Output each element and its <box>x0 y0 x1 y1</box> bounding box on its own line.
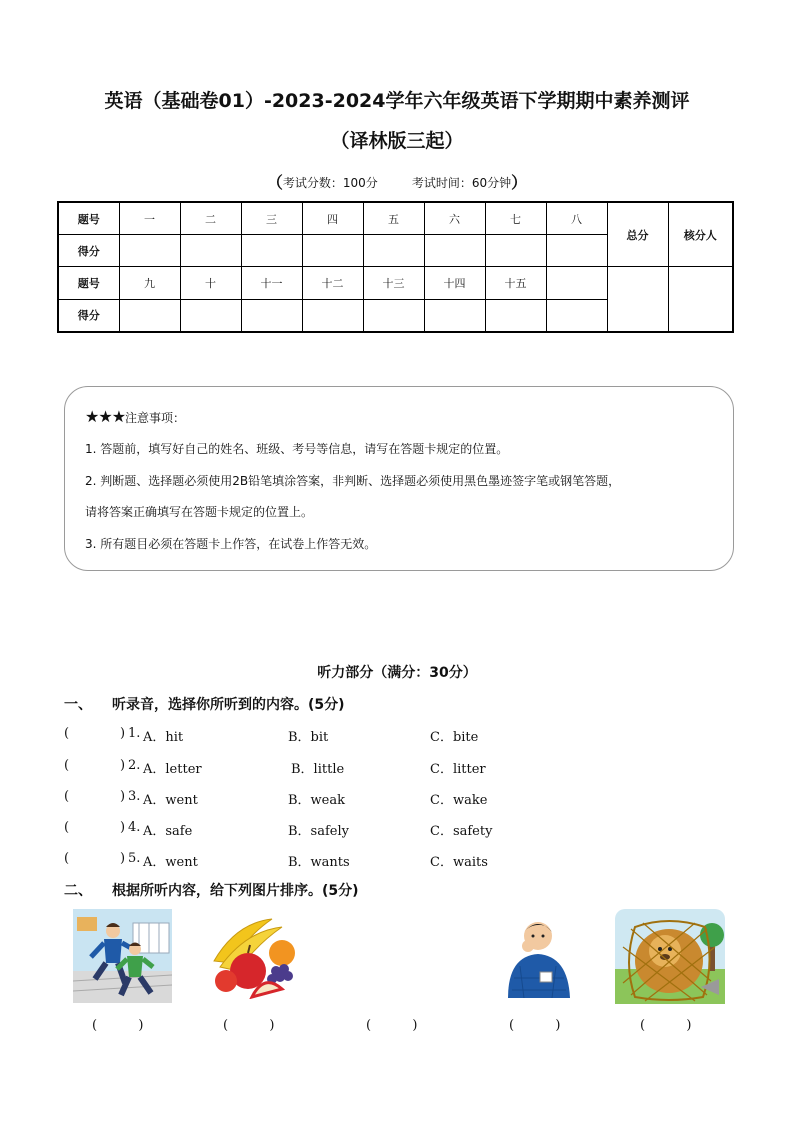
score-table-label-question: 题号 <box>58 202 119 235</box>
option-b[interactable]: B．bit <box>288 730 329 745</box>
score-cell[interactable] <box>363 299 424 332</box>
notice-item: 2. 判断题、选择题必须使用2B铅笔填涂答案，非判断、选择题必须使用黑色墨迹签字笔或钢笔答题， <box>85 474 621 488</box>
notice-box <box>64 386 734 571</box>
score-table-qnum: 九 <box>119 267 180 299</box>
score-cell[interactable] <box>485 299 546 332</box>
score-table-qnum: 八 <box>546 202 607 235</box>
option-b[interactable]: B．weak <box>288 793 346 808</box>
exam-info-close: ） <box>511 173 528 192</box>
score-table-qnum: 四 <box>302 202 363 235</box>
total-score-cell[interactable] <box>607 267 668 332</box>
exam-score-label: 考试分数：100分 <box>282 176 378 190</box>
picture-answer-blank[interactable]: ( ) <box>92 1018 144 1033</box>
answer-paren-open: ( <box>64 820 70 835</box>
question-number: 2. <box>128 758 141 773</box>
option-c[interactable]: C．safety <box>430 824 493 839</box>
picture-answer-blank[interactable]: ( ) <box>223 1018 275 1033</box>
boy-thinking-icon <box>500 916 582 998</box>
fruit-icon <box>206 913 298 999</box>
score-table-label-score: 得分 <box>58 235 119 267</box>
exam-time-label: 考试时间：60分钟 <box>411 176 512 190</box>
notice-item: 3. 所有题目必须在答题卡上作答，在试卷上作答无效。 <box>85 537 377 551</box>
answer-paren-close: ) <box>120 820 126 835</box>
score-table-qnum: 三 <box>241 202 302 235</box>
question-2-heading <box>64 880 359 900</box>
running-boys-icon <box>73 909 172 1003</box>
option-c[interactable]: C．litter <box>430 762 486 777</box>
score-cell[interactable] <box>180 299 241 332</box>
page-subtitle: （译林版三起） <box>330 130 464 152</box>
exam-info-open: （ <box>266 173 283 192</box>
score-table-qnum: 六 <box>424 202 485 235</box>
listening-section-title: 听力部分（满分：30分） <box>317 665 477 681</box>
score-table <box>57 201 734 333</box>
option-c[interactable]: C．wake <box>430 793 488 808</box>
question-1-number: 一、 <box>64 697 92 713</box>
score-cell[interactable] <box>546 299 607 332</box>
option-a[interactable]: A．letter <box>143 762 202 777</box>
score-table-qnum: 十四 <box>424 267 485 299</box>
notice-item: 1. 答题前，填写好自己的姓名、班级、考号等信息，请写在答题卡规定的位置。 <box>85 442 509 456</box>
answer-paren-open: ( <box>64 851 70 866</box>
score-cell[interactable] <box>302 299 363 332</box>
score-table-qnum: 七 <box>485 202 546 235</box>
answer-paren-close: ) <box>120 851 126 866</box>
question-item <box>64 758 744 778</box>
score-cell[interactable] <box>363 235 424 267</box>
notice-heading <box>85 407 185 426</box>
score-table-label-score: 得分 <box>58 299 119 332</box>
picture-answer-blank[interactable]: ( ) <box>366 1018 418 1033</box>
option-a[interactable]: A．went <box>143 793 198 808</box>
score-cell[interactable] <box>424 299 485 332</box>
score-cell[interactable] <box>241 299 302 332</box>
option-c[interactable]: C．waits <box>430 855 488 870</box>
option-a[interactable]: A．hit <box>143 730 184 745</box>
checker-cell[interactable] <box>668 267 733 332</box>
score-table-qnum: 五 <box>363 202 424 235</box>
question-1-heading <box>64 694 345 714</box>
score-table-empty-cell <box>546 267 607 299</box>
option-c[interactable]: C．bite <box>430 730 479 745</box>
score-table-qnum: 十二 <box>302 267 363 299</box>
option-b[interactable]: B．safely <box>288 824 349 839</box>
score-cell[interactable] <box>302 235 363 267</box>
lion-in-net-icon <box>615 909 725 1004</box>
answer-paren-close: ) <box>120 789 126 804</box>
page-title: 英语（基础卷01）-2023-2024学年六年级英语下学期期中素养测评 <box>104 90 690 112</box>
answer-paren-close: ) <box>120 758 126 773</box>
score-table-qnum: 十五 <box>485 267 546 299</box>
picture-answer-blank[interactable]: ( ) <box>640 1018 692 1033</box>
score-cell[interactable] <box>180 235 241 267</box>
score-table-qnum: 一 <box>119 202 180 235</box>
exam-info <box>0 170 794 193</box>
question-2-instruction: 根据所听内容，给下列图片排序。(5分) <box>112 883 359 899</box>
score-table-checker-label: 核分人 <box>668 202 733 267</box>
question-item <box>64 726 744 746</box>
score-table-qnum: 十三 <box>363 267 424 299</box>
question-number: 1. <box>128 726 141 741</box>
notice-heading-text: 注意事项： <box>125 411 186 425</box>
option-a[interactable]: A．safe <box>143 824 193 839</box>
score-cell[interactable] <box>241 235 302 267</box>
score-table-qnum: 十一 <box>241 267 302 299</box>
option-b[interactable]: B．wants <box>288 855 350 870</box>
score-table-total-label: 总分 <box>607 202 668 267</box>
question-number: 4. <box>128 820 141 835</box>
score-cell[interactable] <box>485 235 546 267</box>
score-table-qnum: 二 <box>180 202 241 235</box>
score-cell[interactable] <box>546 235 607 267</box>
option-b[interactable]: B．little <box>291 762 345 777</box>
answer-paren-open: ( <box>64 726 70 741</box>
question-item <box>64 851 744 871</box>
question-item <box>64 789 744 809</box>
score-cell[interactable] <box>424 235 485 267</box>
score-cell[interactable] <box>119 235 180 267</box>
score-table-qnum: 十 <box>180 267 241 299</box>
question-number: 5. <box>128 851 141 866</box>
answer-paren-open: ( <box>64 789 70 804</box>
picture-answer-blank[interactable]: ( ) <box>509 1018 561 1033</box>
question-2-number: 二、 <box>64 883 92 899</box>
answer-paren-open: ( <box>64 758 70 773</box>
stars-icon: ★★★ <box>85 407 126 426</box>
question-1-instruction: 听录音，选择你所听到的内容。(5分) <box>112 697 345 713</box>
score-table-label-question: 题号 <box>58 267 119 299</box>
question-item <box>64 820 744 840</box>
option-a[interactable]: A．went <box>143 855 198 870</box>
question-number: 3. <box>128 789 141 804</box>
answer-paren-close: ) <box>120 726 126 741</box>
score-cell[interactable] <box>119 299 180 332</box>
notice-item: 请将答案正确填写在答题卡规定的位置上。 <box>85 505 314 519</box>
